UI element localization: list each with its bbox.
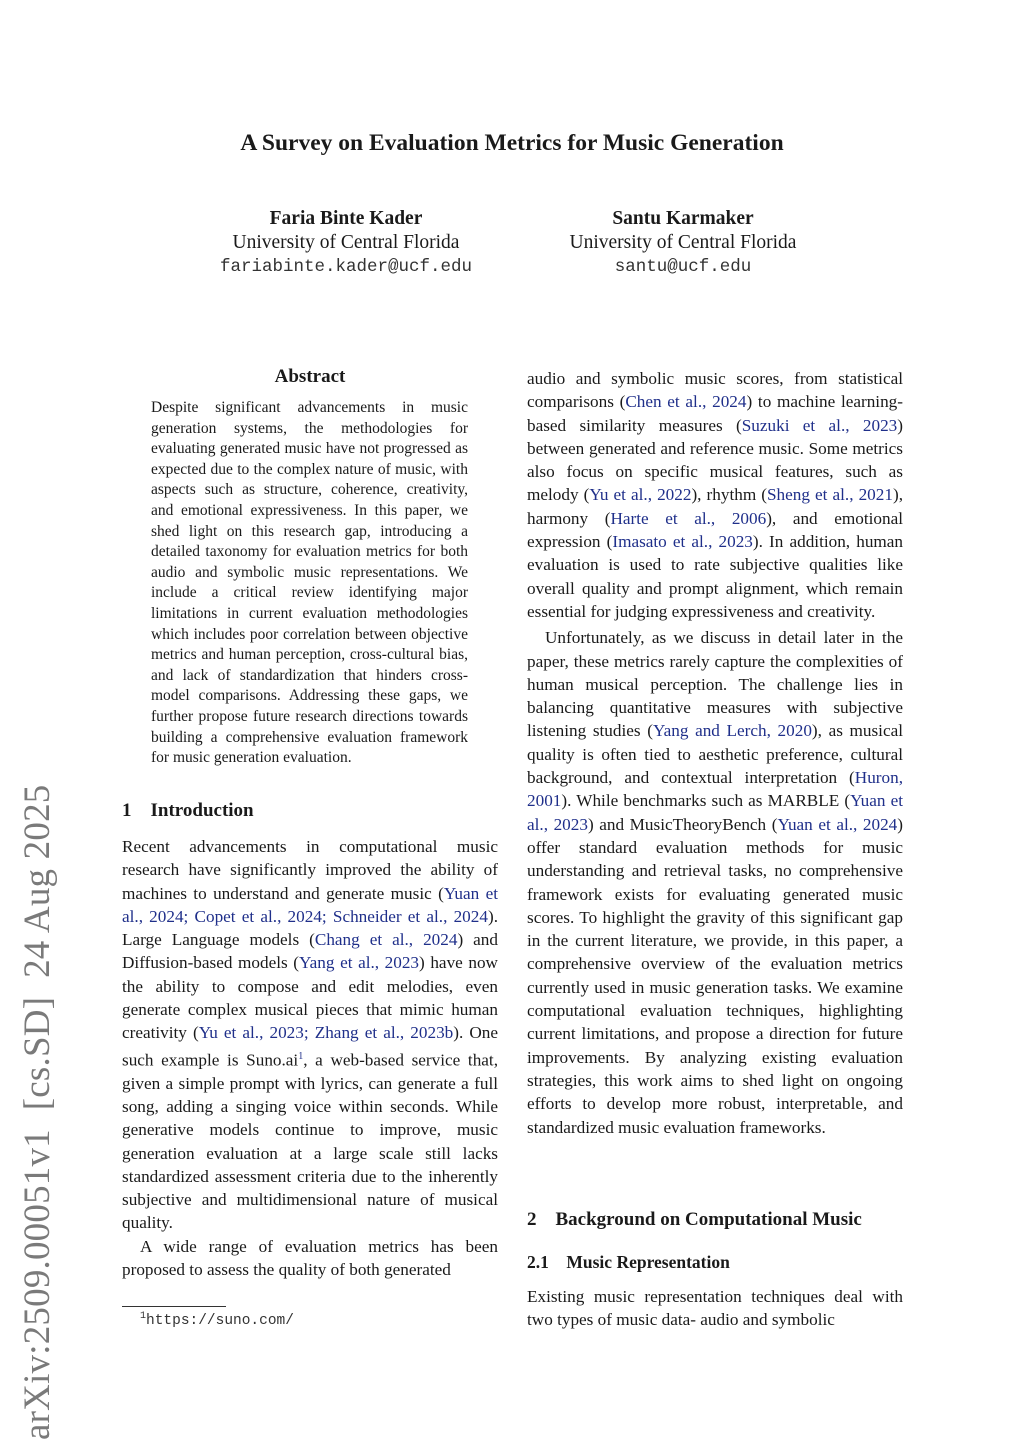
footnote-number: 1: [140, 1311, 147, 1322]
author-affiliation: University of Central Florida: [232, 232, 460, 253]
citation-link[interactable]: Yu et al., 2023; Zhang et al., 2023b: [198, 1023, 454, 1043]
author-name: Santu Karmaker: [612, 208, 754, 229]
section-background-heading: 2 Background on Computational Music: [527, 1209, 862, 1230]
arxiv-identifier: arXiv:2509.00051v1 [cs.SD] 24 Aug 2025: [17, 784, 58, 1440]
citation-link[interactable]: Chang et al., 2024: [314, 930, 458, 950]
intro-paragraph-1: Recent advancements in computational music research have significantly improved the ability of machines to understand and generate music (Yuan et al., 2024; Copet et al., 2024; Schneider et al., 2024). Large Language models (Chang et al., 2024) and Diffusion-based models (Yang et al., 2023) have now the ability to compose and edit melodies, even generate complex musical pieces that mimic human creativity (Yu et al., 2023; Zhang et al., 2023b). One such example is Suno.ai$^1$, a web-based service that, given a simple prompt with lyrics, can generate a full song, adding a singing voice within seconds. While generative models continue to improve, music generation evaluation at a large scale still lacks standardized assessment criteria due to the inherently subjective and multidimensional nature of musical quality.: [122, 837, 499, 1233]
citation-link[interactable]: Yang and Lerch, 2020: [652, 721, 812, 741]
citation-link[interactable]: Harte et al., 2006: [610, 508, 767, 528]
right-column: [527, 367, 903, 1139]
footnote-marker[interactable]: 1: [298, 1050, 304, 1062]
paper-title: A Survey on Evaluation Metrics for Music Generation: [240, 130, 784, 156]
citation-link[interactable]: Yu et al., 2022: [589, 485, 692, 505]
intro-paragraph-2: A wide range of evaluation metrics has been proposed to assess the quality of both generated: [122, 1236, 498, 1280]
abstract-text: Despite significant advancements in music generation systems, the methodologies for evaluating generated music have not progressed as expected due to the complex nature of music, with aspects such as structure, coherence, creativity, and emotional expressiveness. In this paper, we shed light on this research gap, introducing a detailed taxonomy for evaluation metrics for both audio and symbolic music representations. We include a critical review identifying major limitations in current evaluation methodologies which includes poor correlation between objective metrics and human perception, cross-cultural bias, and lack of standardization that hinders cross-model comparisons. Addressing these gaps, we further propose future research directions towards building a comprehensive evaluation framework for music generation evaluation.: [151, 399, 468, 767]
right-paragraph-1: audio and symbolic music scores, from statistical comparisons (Chen et al., 2024) to machine learning-based similarity measures (Suzuki et al., 2023) between generated and reference music. Some metrics also focus on specific musical features, such as melody (Yu et al., 2022), rhythm (Sheng et al., 2021), harmony (Harte et al., 2006), and emotional expression (Imasato et al., 2023). In addition, human evaluation is used to rate subjective qualities like overall quality and prompt alignment, which remain essential for judging expressiveness and creativity.: [527, 369, 904, 621]
subsection-music-representation-heading: 2.1 Music Representation: [527, 1252, 730, 1272]
introduction-column: [122, 835, 498, 1281]
citation-link[interactable]: Huron, 2001: [527, 768, 903, 811]
citation-link[interactable]: Sheng et al., 2021: [767, 485, 893, 505]
citation-link[interactable]: Suzuki et al., 2023: [741, 415, 898, 435]
author-block-2: [513, 207, 853, 279]
section-introduction-heading: 1 Introduction: [122, 800, 254, 821]
citation-link[interactable]: Chen et al., 2024: [625, 392, 747, 412]
music-representation-text: Existing music representation techniques deal with two types of music data- audio and symbolic: [527, 1287, 903, 1330]
abstract-heading: Abstract: [274, 366, 346, 387]
author-block-1: [176, 207, 516, 279]
right-paragraph-2: Unfortunately, as we discuss in detail later in the paper, these metrics rarely capture the complexities of human musical perception. The challenge lies in balancing quantitative measures with subjective listening studies (Yang and Lerch, 2020), as musical quality is often tied to aesthetic preference, cultural background, and contextual interpretation (Huron, 2001). While benchmarks such as MARBLE (Yuan et al., 2023) and MusicTheoryBench (Yuan et al., 2024) offer standard evaluation methods for music understanding and retrieval tasks, no comprehensive framework exists for evaluating generated music scores. To highlight the gravity of this significant gap in the current literature, we provide, in this paper, a comprehensive overview of the evaluation metrics currently used in music generation tasks. We examine computational evaluation techniques, highlighting current limitations, and propose a direction for future improvements. By analyzing existing evaluation strategies, this work aims to shed light on ongoing efforts to develop more robust, interpretable, and standardized music evaluation frameworks.: [527, 628, 904, 1137]
author-email: santu@ucf.edu: [614, 257, 752, 277]
author-affiliation: University of Central Florida: [569, 232, 797, 253]
citation-link[interactable]: Yuan et al., 2024: [777, 814, 898, 834]
footnote-rule: [122, 1306, 226, 1307]
citation-link[interactable]: Yuan et al., 2023: [527, 791, 903, 834]
footnote: [140, 1311, 294, 1329]
footnote-url[interactable]: https://suno.com/: [146, 1312, 294, 1329]
author-email: fariabinte.kader@ucf.edu: [219, 257, 473, 277]
citation-link[interactable]: Imasato et al., 2023: [612, 532, 753, 552]
citation-link[interactable]: Yuan et al., 2024; Copet et al., 2024; Schneider et al., 2024: [122, 883, 498, 926]
citation-link[interactable]: Yang et al., 2023: [298, 953, 420, 973]
author-name: Faria Binte Kader: [269, 208, 423, 229]
